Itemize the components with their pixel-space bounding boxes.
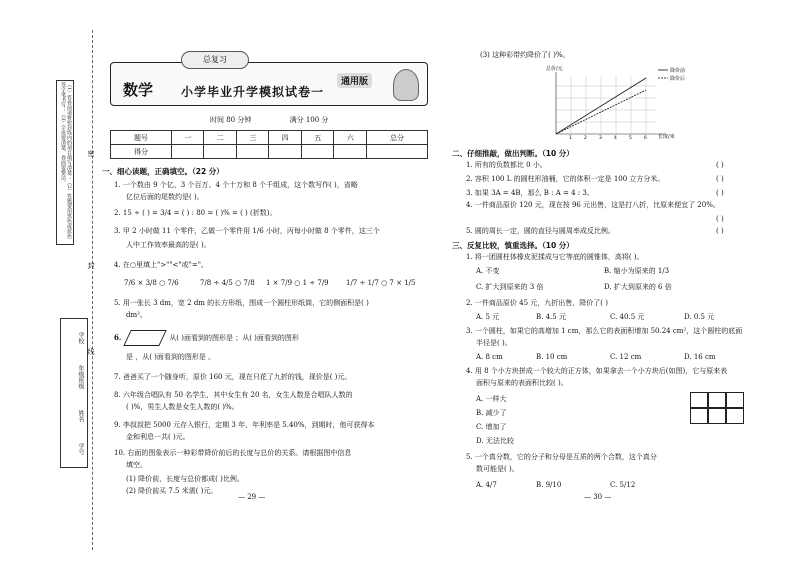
judge-2: 2. 容积 100 L 的圆柱形油桶，它的体积一定是 100 立方分米。	[466, 175, 665, 183]
exam-meta	[210, 115, 364, 125]
seal-mark: 封	[87, 262, 95, 269]
question-6: 6. 从( )面看到的图形是 ；从( )面看到的图形	[114, 330, 299, 346]
choice-3-cont: 半径是( )。	[476, 339, 512, 347]
name-label: 姓名	[77, 409, 84, 422]
question-2: 2. 15 ÷ ( ) = 3/4 = ( ) : 80 = ( )% = ( ) (折数)。	[114, 209, 277, 217]
x-tick: 4	[614, 136, 617, 140]
chart-xlabel: 长度/米	[658, 134, 675, 140]
score-cell[interactable]	[334, 145, 367, 159]
choice-option[interactable]: D. 0.5 元	[684, 313, 715, 321]
compare-item: 7/8 ÷ 4/5 ○ 7/8	[200, 279, 255, 287]
section-3-title: 三、反复比较，慎重选择。（10 分）	[452, 241, 574, 250]
score-cell[interactable]	[269, 145, 302, 159]
score-header-row	[111, 131, 428, 145]
compare-item: 7/6 × 3/8 ○ 7/6	[124, 279, 179, 287]
question-9: 9. 李叔叔把 5000 元存入银行，定期 3 年，年利率是 5.40%，到期时，他可获得本	[114, 421, 375, 429]
question-9-cont: 金和利息一共( )元。	[126, 433, 190, 441]
score-row-label: 得分	[111, 145, 172, 159]
choice-2: 2. 一件商品原价 45 元，九折出售，降价了( )	[466, 299, 608, 307]
choice-5: 5. 一个真分数，它的分子和分母是互质的两个合数，这个真分	[466, 453, 657, 461]
seal-line	[92, 30, 93, 550]
judge-answer[interactable]: ( )	[716, 227, 724, 235]
score-table	[110, 130, 428, 159]
x-tick: 5	[629, 136, 632, 140]
page-number-left: — 29 —	[238, 493, 266, 501]
choice-option[interactable]: C. 12 cm	[610, 353, 642, 361]
legend-after: 降价后	[670, 76, 686, 82]
choice-option[interactable]: D. 16 cm	[684, 353, 716, 361]
x-tick: 6	[644, 136, 647, 140]
binding-strip	[0, 0, 98, 574]
choice-option[interactable]: D. 无法比较	[476, 437, 514, 445]
compare-item: 1 × 7/9 ○ 1 ÷ 7/9	[266, 279, 329, 287]
mascot-icon	[393, 69, 419, 101]
question-10-2: (2) 降价前买 7.5 米需( )元。	[126, 487, 218, 495]
question-6-text: 从( )面看到的图形是 ；从( )面看到的图形	[169, 334, 299, 342]
judge-answer[interactable]: ( )	[716, 215, 724, 223]
exam-time: 时间 80 分钟	[210, 116, 252, 124]
question-5: 5. 用一张长 3 dm，宽 2 dm 的长方形纸，围成一个圆柱形纸筒，它的侧面积是( )	[114, 299, 369, 307]
question-8: 8. 六年级合唱队有 50 名学生，其中女生有 20 名，女生人数是合唱队人数的	[114, 391, 353, 399]
question-3: 3. 甲 2 小时做 11 个零件，乙做一个零件用 1/6 小时，丙每小时做 8 个零件，这三个	[114, 227, 380, 235]
choice-option[interactable]: A. 4/7	[476, 481, 497, 489]
score-header: 题号	[111, 131, 172, 145]
cube-figure	[690, 386, 754, 436]
choice-option[interactable]: B. 9/10	[536, 481, 562, 489]
question-10: 10. 右面的图象表示一种彩带降价前后的长度与总价的关系。请根据图中信息	[114, 449, 352, 457]
compare-item: 1/7 ÷ 1/7 ○ 7 × 1/5	[346, 279, 416, 287]
question-8-cont: ( )%，男生人数是女生人数的( )%。	[126, 403, 239, 411]
choice-option[interactable]: C. 扩大到原来的 3 倍	[476, 283, 544, 291]
score-header: 总分	[366, 131, 427, 145]
choice-5-cont: 数可能是( )。	[476, 465, 519, 473]
seal-mark: 线	[87, 348, 95, 355]
choice-1: 1. 将一团圆柱体橡皮泥揉成与它等底的圆锥体，高将( )。	[466, 253, 644, 261]
question-7: 7. 爸爸买了一个随身听，原价 160 元，现在只花了九折的钱，现价是( )元。	[114, 373, 352, 381]
solid-figure-icon	[124, 330, 167, 346]
exam-header	[110, 55, 428, 106]
subject-title: 数学	[123, 81, 154, 99]
choice-option[interactable]: A. 8 cm	[476, 353, 503, 361]
score-cell[interactable]	[171, 145, 204, 159]
choice-option[interactable]: C. 增加了	[476, 423, 507, 431]
score-cell[interactable]	[236, 145, 269, 159]
student-info-box	[60, 318, 88, 468]
score-cell[interactable]	[301, 145, 334, 159]
question-10-cont: 填空。	[126, 461, 147, 469]
judge-answer[interactable]: ( )	[716, 189, 724, 197]
judge-3: 3. 如果 3A = 4B，那么 B : A = 4 : 3。	[466, 189, 594, 197]
question-10-3: (3) 这种彩带约降价了( )%。	[480, 51, 570, 59]
page-number-right: — 30 —	[584, 493, 612, 501]
section-2-title: 二、仔细推敲，做出判断。（10 分）	[452, 149, 574, 158]
question-1-cont: 亿位后面的尾数约是( )。	[126, 193, 204, 201]
question-6-cont: 是 ，从( )面看到的图形是 。	[126, 353, 216, 361]
judge-answer[interactable]: ( )	[716, 175, 724, 183]
judge-4: 4. 一件商品原价 120 元，现在按 96 元出售，这是打八折，比原来便宜了 20%。	[466, 201, 720, 209]
x-tick: 3	[599, 136, 602, 140]
score-header: 三	[236, 131, 269, 145]
price-length-chart	[546, 62, 696, 140]
choice-option[interactable]: B. 减少了	[476, 409, 507, 417]
page-left	[100, 0, 430, 574]
exam-notice: （1）答卷前请将密封线内的项目填写清楚；（2）答题要用黑色或蓝色签字笔书写；（3）字迹要清楚，卷面要整洁。	[56, 80, 74, 245]
paper-title: 小学毕业升学模拟试卷一	[181, 85, 325, 99]
seal-mark: 密	[87, 150, 95, 157]
exam-full-score: 满分 100 分	[289, 116, 329, 124]
chart-ylabel: 总价/元	[546, 66, 563, 72]
choice-3: 3. 一个圆柱，如果它的高增加 1 cm，那么它的表面积增加 50.24 cm²，这个圆柱的底面	[466, 327, 743, 335]
chart-grid	[556, 76, 656, 134]
review-banner: 总复习	[181, 51, 249, 69]
id-label: 学号	[77, 442, 84, 455]
choice-option[interactable]: B. 4.5 元	[536, 313, 566, 321]
x-tick: 2	[584, 136, 587, 140]
choice-4: 4. 用 8 个小方块拼成一个较大的正方体，如果拿去一个小方块后(如图)，它与原来表	[466, 367, 728, 375]
edition-badge: 通用版	[337, 73, 372, 88]
score-cell[interactable]	[204, 145, 237, 159]
question-5-cont: dm²。	[126, 311, 147, 319]
judge-answer[interactable]: ( )	[716, 161, 724, 169]
choice-option[interactable]: D. 扩大到原来的 6 倍	[604, 283, 672, 291]
score-header: 二	[204, 131, 237, 145]
choice-option[interactable]: C. 40.5 元	[610, 313, 645, 321]
choice-option[interactable]: A. 5 元	[476, 313, 500, 321]
question-10-1: (1) 降价前，长度与总价都成( )比例。	[126, 475, 244, 483]
choice-option[interactable]: B. 缩小为原来的 1/3	[604, 267, 670, 275]
score-header: 一	[171, 131, 204, 145]
choice-option[interactable]: A. 不变	[476, 267, 500, 275]
legend-before: 降价前	[670, 68, 686, 74]
score-row	[111, 145, 428, 159]
score-cell[interactable]	[366, 145, 427, 159]
question-4: 4. 在○里填上">""<"或"="。	[114, 261, 208, 269]
question-1: 1. 一个数由 9 个亿、3 个百万、4 个十万和 8 个千组成，这个数写作( )，省略	[114, 181, 358, 189]
choice-option[interactable]: C. 5/12	[610, 481, 636, 489]
x-tick: 1	[569, 136, 572, 140]
score-header: 五	[301, 131, 334, 145]
school-label: 学校	[77, 331, 84, 344]
class-label: 年级班级	[77, 364, 84, 389]
judge-1: 1. 所有的负数都比 0 小。	[466, 161, 547, 169]
judge-5: 5. 圆的周长一定，圆的直径与圆周率成反比例。	[466, 227, 615, 235]
x-tick-labels	[569, 135, 647, 140]
question-3-cont: 人中工作效率最高的是( )。	[126, 241, 211, 249]
choice-option[interactable]: A. 一样大	[476, 395, 507, 403]
score-header: 六	[334, 131, 367, 145]
score-header: 四	[269, 131, 302, 145]
choice-option[interactable]: B. 10 cm	[536, 353, 568, 361]
section-1-title: 一、细心读题，正确填空。（22 分）	[102, 167, 224, 176]
choice-4-cont: 面积与原来的表面积比较( )。	[476, 379, 568, 387]
